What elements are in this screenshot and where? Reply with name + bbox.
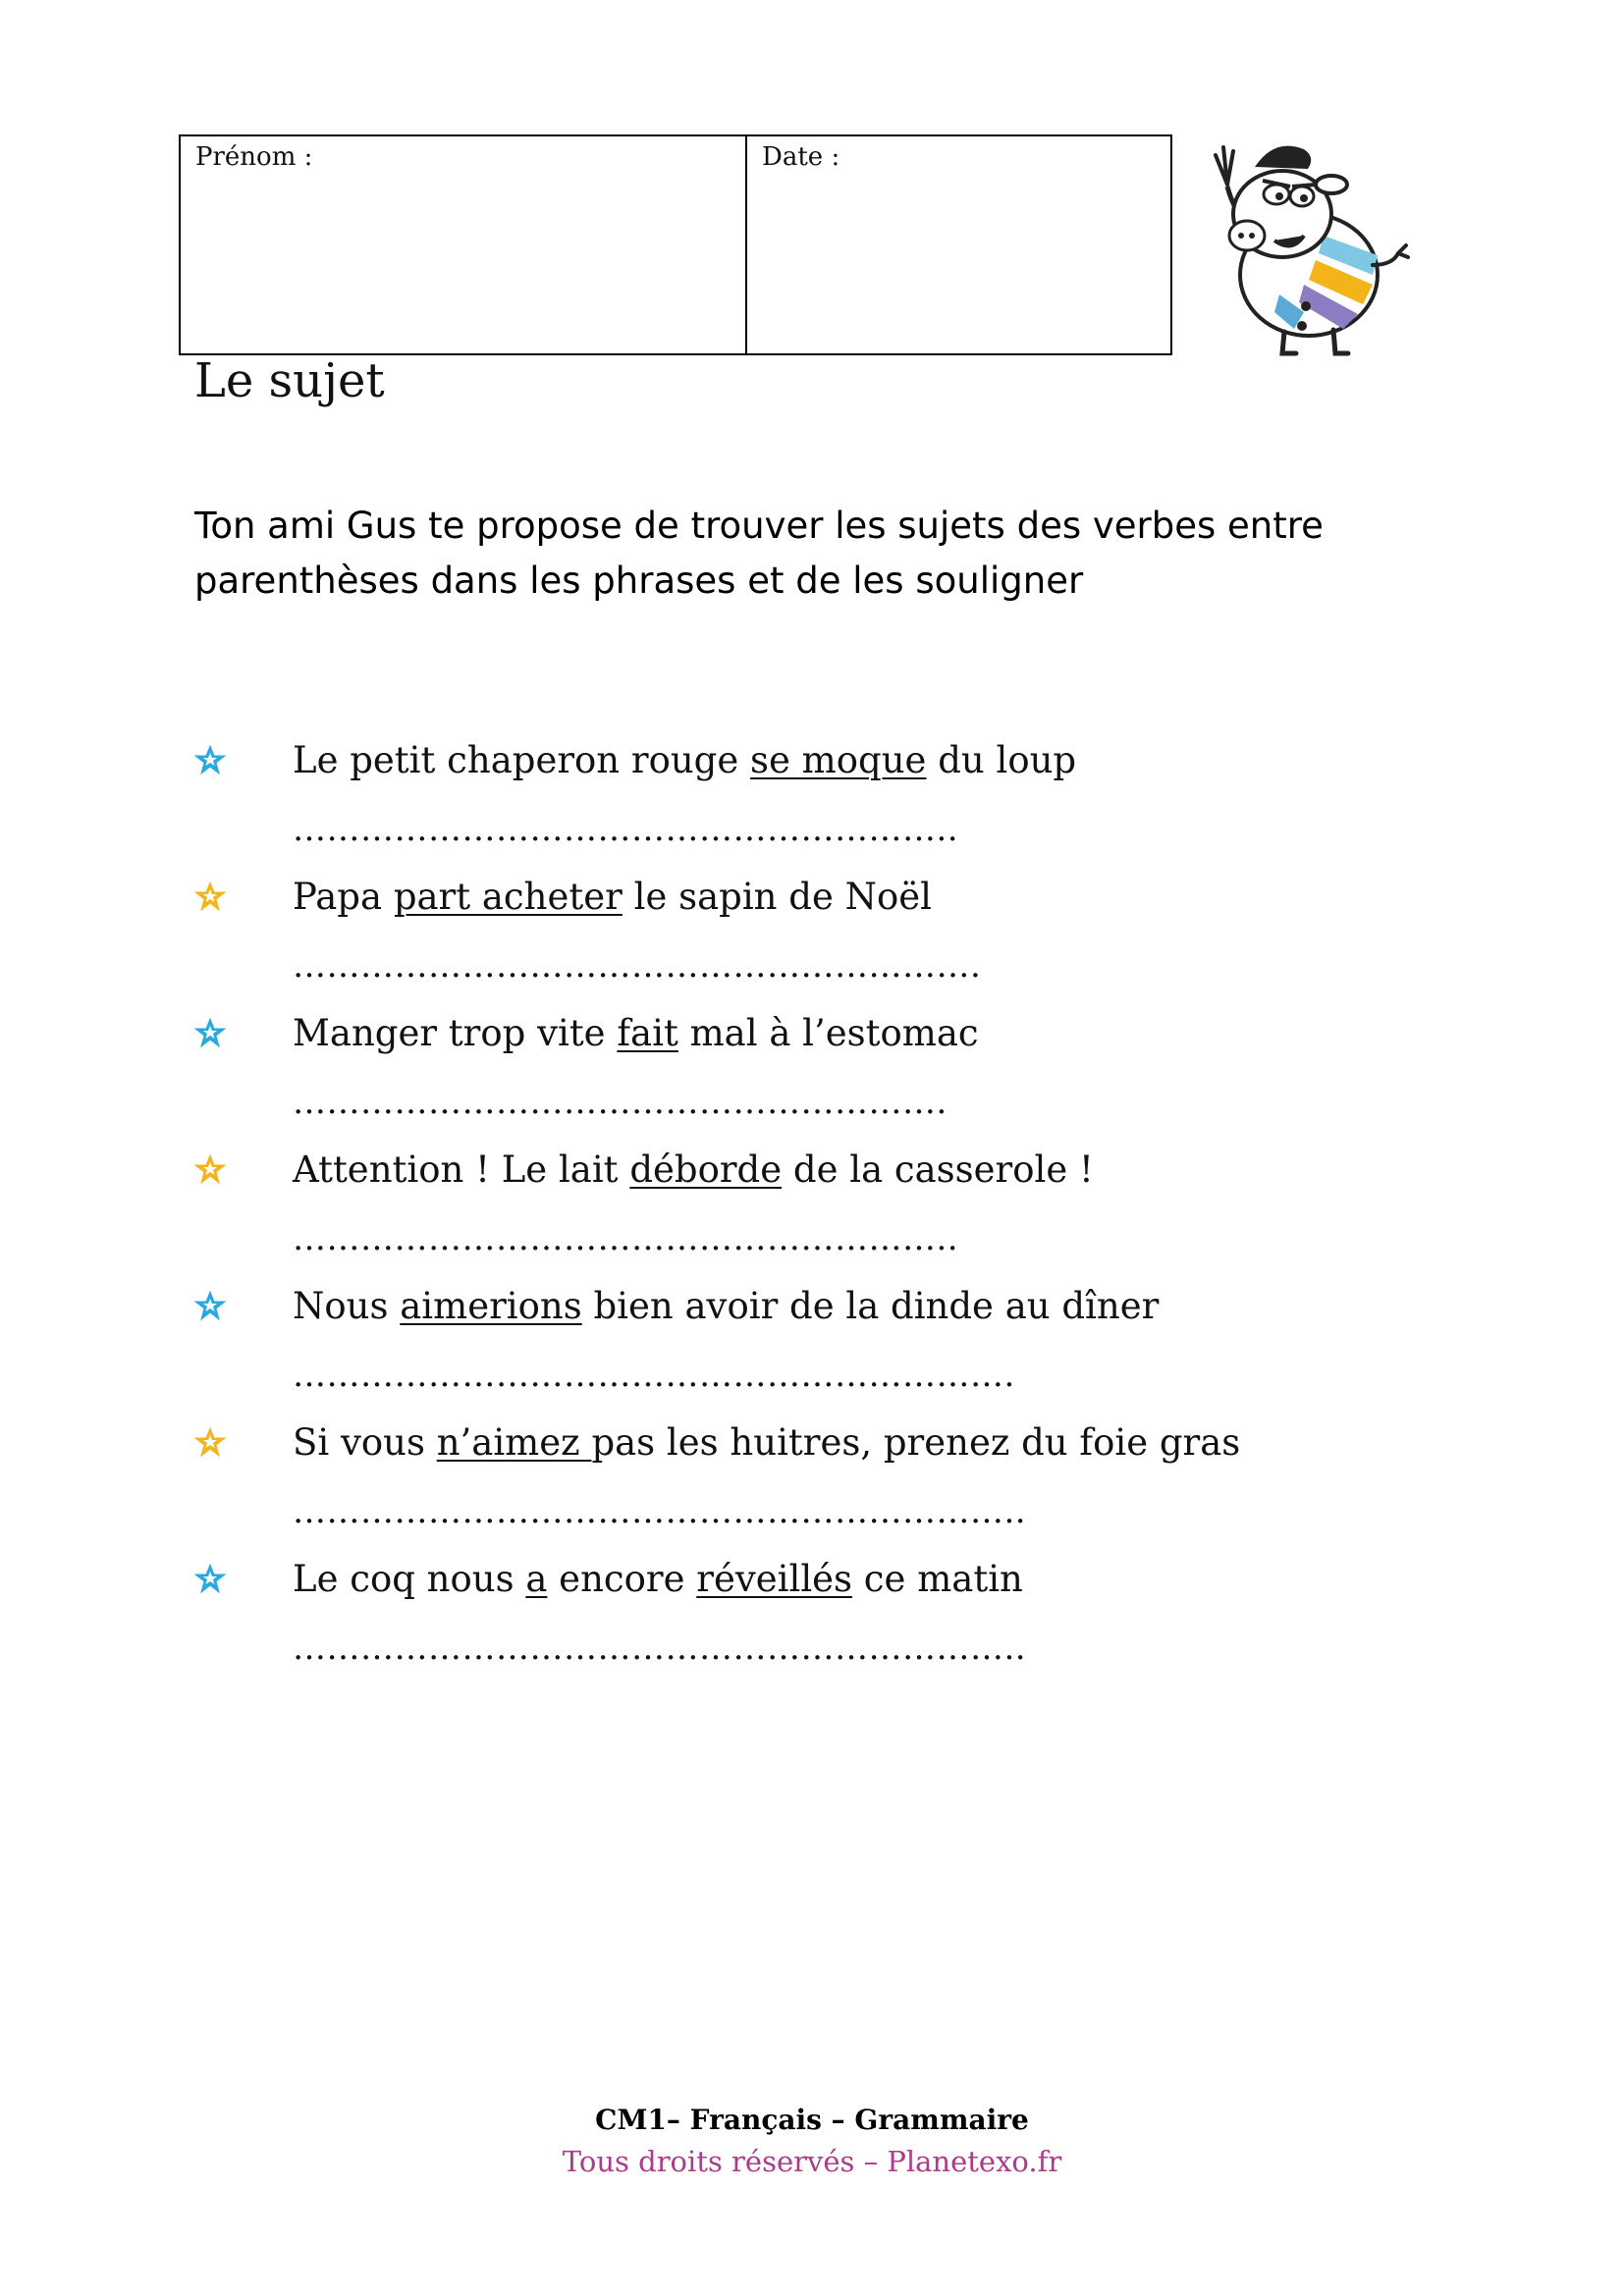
exercise-sentence bbox=[293, 738, 1076, 783]
star-icon bbox=[194, 1426, 226, 1458]
answer-line[interactable]: ………………………………………………….. bbox=[293, 1219, 959, 1258]
exercise-list bbox=[194, 738, 1471, 1693]
star-icon bbox=[194, 1017, 226, 1048]
star-icon bbox=[194, 1153, 226, 1185]
sentence-part: Manger trop vite bbox=[293, 1012, 618, 1054]
sentence-part: encore bbox=[547, 1558, 697, 1600]
exercise-item bbox=[194, 1148, 1471, 1284]
underlined-verb: a bbox=[525, 1558, 548, 1600]
underlined-verb: n’aimez bbox=[436, 1421, 592, 1464]
sentence-part: ce matin bbox=[852, 1558, 1023, 1600]
exercise-sentence bbox=[293, 1557, 1023, 1602]
exercise-sentence bbox=[293, 1011, 979, 1056]
sentence-part: Nous bbox=[293, 1285, 401, 1327]
sentence-part: le sapin de Noël bbox=[622, 876, 932, 918]
date-label: Date : bbox=[762, 142, 840, 172]
sentence-part: Le petit chaperon rouge bbox=[293, 739, 751, 781]
exercise-sentence bbox=[293, 1420, 1240, 1466]
name-label: Prénom : bbox=[195, 142, 313, 172]
answer-line[interactable]: ……………………………………………………. bbox=[293, 946, 982, 986]
underlined-verb: déborde bbox=[629, 1148, 783, 1191]
answer-line[interactable]: ……………………………………………………….. bbox=[293, 1492, 1027, 1531]
sentence-part: mal à l’estomac bbox=[677, 1012, 979, 1054]
sentence-part: de la casserole ! bbox=[782, 1148, 1094, 1191]
underlined-verb: se moque bbox=[750, 739, 927, 781]
underlined-verb: part acheter bbox=[393, 876, 623, 918]
exercise-sentence bbox=[293, 875, 932, 920]
gus-mascot-icon bbox=[1206, 137, 1412, 358]
sentence-part: Papa bbox=[293, 876, 394, 918]
answer-line[interactable]: …………………………………………………. bbox=[293, 1083, 947, 1122]
star-icon bbox=[194, 881, 226, 912]
underlined-verb: aimerions bbox=[400, 1285, 582, 1327]
name-field[interactable] bbox=[181, 136, 747, 353]
date-field[interactable] bbox=[747, 136, 1170, 353]
star-icon bbox=[194, 1563, 226, 1594]
footer-rights: Tous droits réservés – Planetexo.fr bbox=[562, 2145, 1062, 2178]
footer-level: CM1– Français – Grammaire bbox=[595, 2104, 1029, 2136]
underlined-verb: réveillés bbox=[696, 1558, 853, 1600]
identity-table bbox=[179, 134, 1172, 355]
exercise-item bbox=[194, 875, 1471, 1011]
exercise-item bbox=[194, 1420, 1471, 1557]
exercise-item bbox=[194, 738, 1471, 875]
sentence-part: Attention ! Le lait bbox=[293, 1148, 630, 1191]
answer-line[interactable]: ………………………………………………….. bbox=[293, 810, 959, 849]
sentence-part: pas les huitres, prenez du foie gras bbox=[591, 1421, 1241, 1464]
answer-line[interactable]: ………………………………………………………. bbox=[293, 1356, 1015, 1395]
sentence-part: Si vous bbox=[293, 1421, 437, 1464]
page-title: Le sujet bbox=[194, 353, 385, 408]
exercise-sentence bbox=[293, 1284, 1159, 1329]
exercise-sentence bbox=[293, 1148, 1094, 1193]
sentence-part: du loup bbox=[926, 739, 1077, 781]
exercise-item bbox=[194, 1011, 1471, 1148]
underlined-verb: fait bbox=[617, 1012, 678, 1054]
star-icon bbox=[194, 744, 226, 775]
sentence-part: Le coq nous bbox=[293, 1558, 526, 1600]
answer-line[interactable]: ……………………………………………………….. bbox=[293, 1629, 1027, 1668]
star-icon bbox=[194, 1290, 226, 1321]
instruction-text: Ton ami Gus te propose de trouver les sujets des verbes entre parenthèses dans les phrases et de les souligner bbox=[194, 505, 1324, 602]
exercise-item bbox=[194, 1557, 1471, 1693]
exercise-item bbox=[194, 1284, 1471, 1420]
sentence-part: bien avoir de la dinde au dîner bbox=[581, 1285, 1160, 1327]
